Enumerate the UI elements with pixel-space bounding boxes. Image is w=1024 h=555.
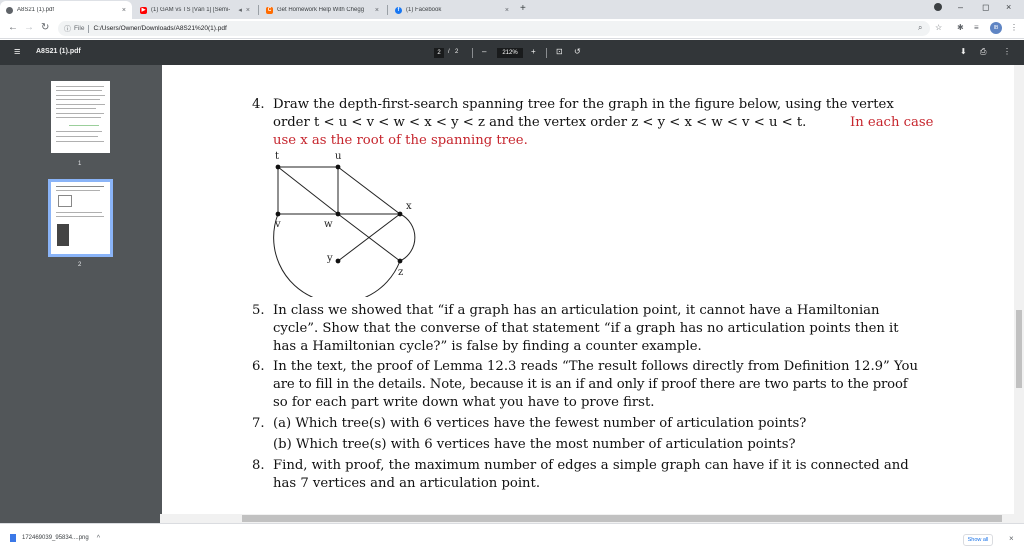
question-7-part-b: (b) Which tree(s) with 6 vertices have the most number of articulation points? — [273, 437, 796, 452]
menu-icon[interactable]: ≡ — [14, 46, 21, 58]
fit-page-icon[interactable]: ⊡ — [556, 47, 563, 56]
thumb-text-line — [56, 131, 102, 132]
tab-youtube[interactable] — [134, 1, 256, 19]
thumb-text-line — [56, 113, 104, 114]
reading-list-icon[interactable]: ≡ — [974, 23, 979, 32]
globe-icon — [6, 7, 13, 14]
bookmark-star-icon[interactable]: ☆ — [935, 23, 943, 32]
url-text[interactable]: C:/Users/Owner/Downloads/A8S21%20(1).pdf — [93, 25, 227, 32]
vertex-z — [398, 259, 403, 264]
profile-avatar[interactable]: IB — [990, 22, 1002, 34]
download-bar — [0, 523, 1024, 555]
thumb-text-line — [56, 95, 105, 96]
thumb-text-line — [56, 186, 104, 187]
vertex-label-v: v — [275, 219, 281, 230]
question-4-line-2a: order t < u < v < w < x < y < z and the vertex order z < y < x < w < v < u < t. — [273, 115, 807, 130]
thumbnail-page-2[interactable] — [51, 182, 110, 254]
vertex-label-t: t — [275, 151, 280, 162]
thumb-text-line — [56, 117, 101, 118]
tab-title: A8S21 (1).pdf — [17, 7, 55, 13]
url-separator — [88, 25, 89, 33]
address-bar[interactable] — [58, 21, 930, 36]
horizontal-scrollbar[interactable] — [160, 514, 1014, 523]
question-7-part-a: (a) Which tree(s) with 6 vertices have the fewest number of articulation points? — [273, 416, 807, 431]
question-4-line-3: use x as the root of the spanning tree. — [273, 133, 528, 148]
thumbnail-number: 1 — [78, 161, 82, 167]
question-6-line-1: In the text, the proof of Lemma 12.3 reads “The result follows directly from Definition 12.9” You — [273, 359, 918, 374]
youtube-icon: ▶ — [141, 7, 146, 13]
question-6-line-3: so for each part write down what you have to prove first. — [273, 395, 655, 410]
zoom-icon[interactable]: ⌕ — [918, 23, 923, 32]
audio-icon[interactable]: ◂ — [238, 7, 242, 14]
file-icon — [10, 534, 16, 542]
toolbar-divider — [472, 48, 473, 58]
vertex-label-z: z — [398, 267, 404, 278]
rotate-icon[interactable]: ↺ — [574, 47, 581, 56]
thumbnail-sidebar — [0, 65, 160, 523]
record-icon[interactable] — [934, 3, 942, 11]
download-filename: 172469039_95834....png — [22, 535, 89, 541]
pdf-page — [162, 65, 1017, 515]
question-6-line-2: are to fill in the details. Note, because it is an if and only if proof there are two parts to the proof — [273, 377, 908, 392]
vertex-v — [276, 212, 281, 217]
back-icon[interactable]: ← — [8, 22, 18, 33]
vertex-w — [336, 212, 341, 217]
tab-title: (1) GAM vs TS [Vàn 1] [Semi- — [151, 7, 231, 13]
zoom-in-button[interactable]: + — [531, 47, 536, 56]
vertical-scrollbar[interactable] — [1014, 65, 1024, 523]
zoom-out-button[interactable]: – — [482, 47, 487, 56]
question-5-line-3: has a Hamiltonian cycle?” is false by finding a counter example. — [273, 339, 702, 354]
question-5-line-1: In class we showed that “if a graph has an articulation point, it cannot have a Hamiltonian — [273, 303, 880, 318]
toolbar-divider — [546, 48, 547, 58]
tab-chegg[interactable] — [260, 1, 385, 19]
print-icon[interactable]: ⎙ — [980, 47, 987, 56]
vertex-x — [398, 212, 403, 217]
edge-v-y-arc — [274, 214, 400, 297]
thumb-text-line — [56, 141, 104, 142]
tab-strip — [0, 0, 1024, 19]
tab-separator — [387, 5, 388, 15]
question-8-line-2: has 7 vertices and an articulation point. — [273, 476, 541, 491]
thumb-figure — [69, 125, 99, 126]
tab-separator — [258, 5, 259, 15]
pdf-toolbar — [0, 40, 1024, 65]
page-separator: / — [448, 49, 450, 55]
close-tab-icon[interactable]: × — [374, 6, 379, 14]
zoom-level[interactable]: 212% — [497, 48, 523, 58]
thumb-graph — [58, 195, 72, 207]
vertex-label-x: x — [406, 201, 412, 212]
forward-icon[interactable]: → — [24, 22, 34, 33]
maximize-button[interactable]: ◻ — [982, 2, 990, 12]
vertex-t — [276, 165, 281, 170]
question-number: 7. — [252, 416, 265, 431]
new-tab-button[interactable]: + — [520, 3, 526, 14]
page-number-input[interactable]: 2 — [434, 48, 444, 58]
thumb-text-line — [56, 136, 98, 137]
vertex-label-u: u — [335, 151, 342, 162]
show-all-button[interactable]: Show all — [963, 534, 993, 546]
thumbnail-page-1[interactable] — [51, 81, 110, 153]
pdf-filename: A8S21 (1).pdf — [36, 48, 81, 55]
tab-title: Get Homework Help With Chegg — [277, 7, 365, 13]
thumb-text-line — [56, 216, 104, 217]
download-icon[interactable]: ⬇ — [960, 47, 967, 56]
extension-icon[interactable]: ✱ — [957, 23, 964, 32]
thumbnail-number: 2 — [78, 262, 82, 268]
thumb-text-line — [56, 99, 100, 100]
close-tab-icon[interactable]: × — [504, 6, 509, 14]
browser-toolbar — [0, 19, 1024, 39]
thumb-calculator-image — [57, 224, 69, 246]
edge-x-z-arc — [400, 214, 415, 261]
thumb-text-line — [56, 212, 102, 213]
thumb-text-line — [56, 86, 104, 87]
tab-title: (1) Facebook — [406, 7, 442, 13]
page-total: 2 — [455, 49, 459, 55]
question-4-line-2b: In each case — [850, 115, 934, 130]
vertex-label-w: w — [324, 219, 333, 230]
edge-t-w — [278, 167, 338, 214]
vertex-y — [336, 259, 341, 264]
question-5-line-2: cycle”. Show that the converse of that statement “if a graph has no articulation points then it — [273, 321, 899, 336]
reload-icon[interactable]: ↻ — [41, 22, 50, 33]
minimize-button[interactable]: – — [958, 2, 964, 12]
tab-facebook[interactable] — [389, 1, 515, 19]
vertex-label-y: y — [327, 253, 333, 264]
pdf-viewer[interactable] — [160, 65, 1014, 523]
info-icon[interactable]: ⓘ — [64, 25, 71, 33]
menu-kebab-icon[interactable]: ⋮ — [1010, 23, 1018, 32]
question-4-line-1: Draw the depth-first-search spanning tree for the graph in the figure below, using the vertex — [273, 97, 894, 112]
question-number: 8. — [252, 458, 265, 473]
horizontal-scroll-thumb[interactable] — [242, 515, 1002, 522]
vertex-u — [336, 165, 341, 170]
more-actions-icon[interactable]: ⋮ — [1003, 47, 1011, 56]
url-scheme: File — [74, 25, 85, 32]
edge-u-x — [338, 167, 400, 214]
question-number: 6. — [252, 359, 265, 374]
close-window-button[interactable]: × — [1006, 2, 1012, 12]
graph-figure — [262, 149, 432, 297]
thumb-text-line — [56, 190, 100, 191]
tab-pdf[interactable] — [0, 1, 132, 19]
thumb-text-line — [56, 104, 105, 105]
close-tab-icon[interactable]: × — [121, 6, 126, 14]
close-download-bar-icon[interactable]: × — [1009, 534, 1014, 543]
chegg-icon: C — [267, 7, 272, 13]
chevron-up-icon[interactable]: ^ — [96, 534, 101, 542]
question-number: 4. — [252, 97, 265, 112]
facebook-icon: f — [395, 7, 402, 14]
vertical-scroll-thumb[interactable] — [1016, 310, 1022, 388]
thumb-text-line — [56, 90, 102, 91]
close-tab-icon[interactable]: × — [245, 6, 250, 14]
question-number: 5. — [252, 303, 265, 318]
download-item[interactable] — [10, 534, 100, 542]
thumb-text-line — [56, 108, 96, 109]
question-8-line-1: Find, with proof, the maximum number of edges a simple graph can have if it is connected and — [273, 458, 909, 473]
